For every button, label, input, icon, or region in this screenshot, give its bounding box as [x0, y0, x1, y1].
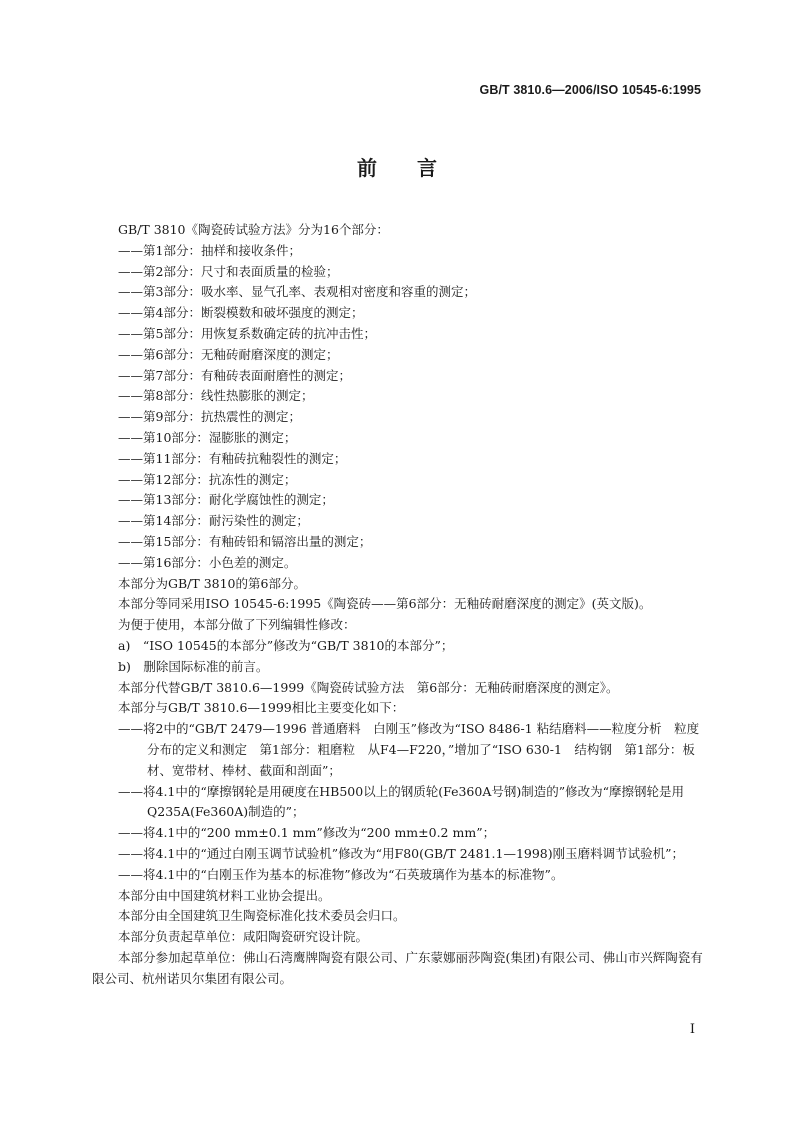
list-item-part-12: ——第12部分：抗冻性的测定； — [118, 471, 297, 487]
editorial-item-a: a) “ISO 10545的本部分”修改为“GB/T 3810的本部分”； — [118, 637, 454, 653]
list-item-part-11: ——第11部分：有釉砖抗釉裂性的测定； — [118, 450, 347, 466]
paragraph-intro: GB/T 3810《陶瓷砖试验方法》分为16个部分： — [118, 222, 389, 237]
change-item-5: ——将4.1中的“白刚玉作为基本的标准物”修改为“石英玻璃作为基本的标准物”。 — [118, 866, 564, 882]
list-item-part-10: ——第10部分：湿膨胀的测定； — [118, 429, 297, 445]
paragraph-changes-intro: 本部分与GB/T 3810.6—1999相比主要变化如下： — [118, 700, 405, 716]
list-item-part-13: ——第13部分：耐化学腐蚀性的测定； — [118, 492, 334, 508]
list-item-part-15: ——第15部分：有釉砖铅和镉溶出量的测定； — [118, 533, 372, 549]
page-title: 前言 — [357, 156, 477, 180]
paragraph-participating-units: 本部分参加起草单位：佛山石湾鹰牌陶瓷有限公司、广东蒙娜丽莎陶瓷(集团)有限公司、佛山市兴辉陶瓷有限公司、杭州诺贝尔集团有限公司。 — [92, 949, 703, 986]
list-item-part-16: ——第16部分：小色差的测定。 — [118, 554, 297, 570]
paragraph-proposed-by: 本部分由中国建筑材料工业协会提出。 — [118, 887, 331, 903]
list-item-part-14: ——第14部分：耐污染性的测定； — [118, 513, 309, 529]
change-item-4: ——将4.1中的“通过白刚玉调节试验机”修改为“用F80(GB/T 2481.1—1998)刚玉磨料调节试验机”； — [118, 845, 685, 861]
change-item-1: ——将2中的“GB/T 2479—1996 普通磨料 白刚玉”修改为“ISO 8486-1 粘结磨料——粒度分析 粒度分布的定义和测定 第1部分：粗磨粒 从F4—F220，”增加了“ISO 630-1 结构钢 第1部分：板材、宽带材、棒材、截面和剖面”； — [118, 721, 700, 778]
paragraph-editorial-intro: 为便于使用，本部分做了下列编辑性修改： — [118, 617, 356, 633]
paragraph-iso-equivalence: 本部分等同采用ISO 10545-6:1995《陶瓷砖——第6部分：无釉砖耐磨深度的测定》(英文版)。 — [118, 596, 652, 612]
paragraph-replaces: 本部分代替GB/T 3810.6—1999《陶瓷砖试验方法 第6部分：无釉砖耐磨深度的测定》。 — [118, 679, 619, 695]
editorial-item-b: b) 删除国际标准的前言。 — [118, 658, 269, 674]
paragraph-part-statement: 本部分为GB/T 3810的第6部分。 — [118, 575, 306, 591]
foreword-body — [92, 220, 708, 989]
list-item-part-3: ——第3部分：吸水率、显气孔率、表观相对密度和容重的测定； — [118, 284, 476, 300]
change-item-2: ——将4.1中的“摩擦钢轮是用硬度在HB500以上的钢质轮(Fe360A号钢)制造的”修改为“摩擦钢轮是用Q235A(Fe360A)制造的”； — [118, 783, 685, 820]
paragraph-under-jurisdiction: 本部分由全国建筑卫生陶瓷标准化技术委员会归口。 — [118, 908, 406, 924]
list-item-part-5: ——第5部分：用恢复系数确定砖的抗冲击性； — [118, 325, 376, 341]
list-item-part-4: ——第4部分：断裂模数和破坏强度的测定； — [118, 305, 364, 321]
list-item-part-7: ——第7部分：有釉砖表面耐磨性的测定； — [118, 367, 351, 383]
list-item-part-1: ——第1部分：抽样和接收条件； — [118, 242, 301, 258]
page-number: I — [689, 1022, 695, 1037]
list-item-part-6: ——第6部分：无釉砖耐磨深度的测定； — [118, 346, 339, 362]
list-item-part-9: ——第9部分：抗热震性的测定； — [118, 409, 301, 425]
standard-code-header: GB/T 3810.6—2006/ISO 10545-6:1995 — [479, 83, 701, 97]
paragraph-drafting-unit: 本部分负责起草单位：咸阳陶瓷研究设计院。 — [118, 929, 369, 945]
list-item-part-8: ——第8部分：线性热膨胀的测定； — [118, 388, 314, 404]
list-item-part-2: ——第2部分：尺寸和表面质量的检验； — [118, 263, 339, 279]
change-item-3: ——将4.1中的“200 mm±0.1 mm”修改为“200 mm±0.2 mm”； — [118, 825, 496, 841]
